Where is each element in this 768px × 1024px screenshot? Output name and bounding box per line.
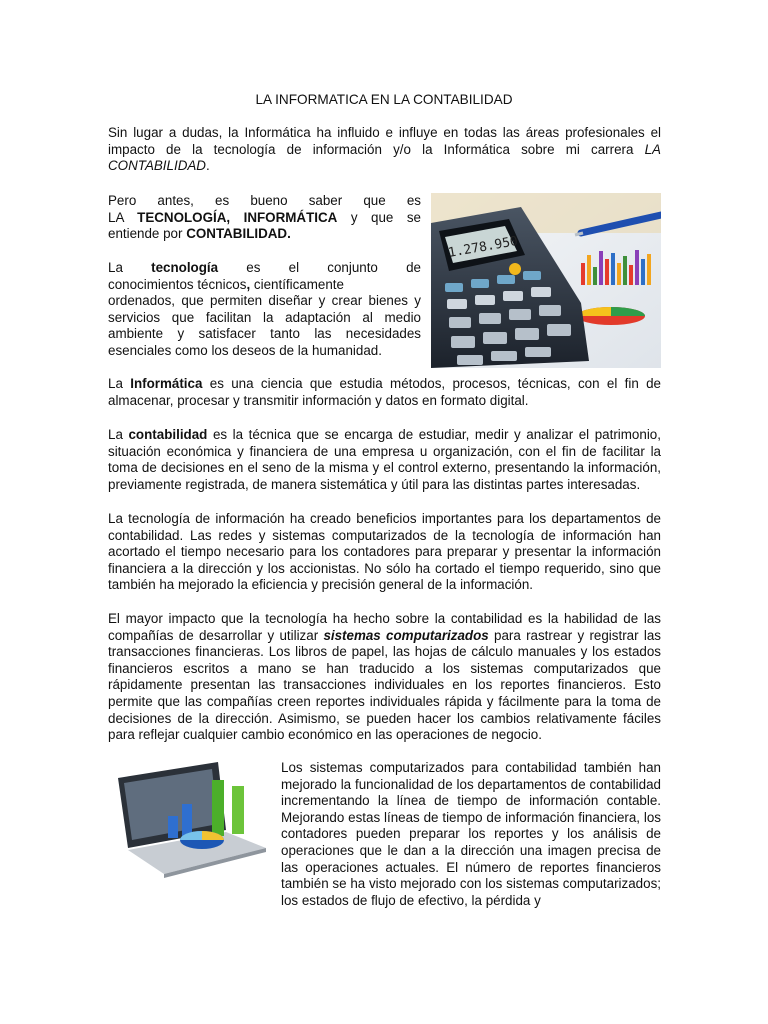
informatica-paragraph [108, 376, 661, 409]
intro-end: . [205, 158, 210, 174]
sistemas-paragraph: Los sistemas computarizados para contabilidad también han mejorado la funcionalidad de los departamentos de contabilidad incrementando la línea de tiempo de información contable. Mejorando estas líneas de tiempo de información financiera, los contadores pueden preparar los reportes y los análisis de operaciones que le dan a la dirección una imagen precisa de las operaciones actuales. El número de reportes financieros también se ha visto mejorado con los sistemas computarizados; los estados de flujo de efectivo, la pérdida y [281, 760, 661, 908]
tec-conocimientos: conocimientos técnicos [108, 276, 247, 292]
cont-bold: contabilidad [128, 427, 208, 442]
tec-cientificamente: científicamente [253, 276, 344, 292]
tec-line-2 [108, 277, 421, 294]
calculator-illustration [431, 193, 661, 368]
pero-yque: y que se [350, 209, 421, 225]
pero-bold-terms: TECNOLOGÍA, INFORMÁTICA [137, 209, 338, 225]
document-title: LA INFORMATICA EN LA CONTABILIDAD [255, 92, 513, 107]
cont-la: La [108, 427, 123, 442]
inf-bold: Informática [130, 376, 203, 391]
imp-text-c: para rastrear y registrar las transacciones financieras. Los libros de papel, las hojas de cálculo manuales y los estados financieros escritos a mano se han traducido a los sistemas computarizados que rápidamente presentan las transacciones individuales en los reportes financieros. Esto permite que las compañías creen reportes individuales rápida y fácilmente para la toma de decisiones de la dirección. Asimismo, se pueden hacer los cambios relativamente fáciles para reflejar cualquier cambio económico en las operaciones de negocio. [108, 627, 661, 743]
impacto-paragraph [108, 611, 661, 744]
imp-bold-italic: sistemas computarizados [323, 627, 489, 643]
pero-line-3 [108, 226, 421, 243]
cont-text: es la técnica que se encarga de estudiar, medir y analizar el patrimonio, situación económica y financiera de una empresa u organización, con el fin de facilitar la toma de decisiones en el seno de la misma y el control externo, presentando la información, previamente registrada, de manera sistemática y útil para las distintas partes interesadas. [108, 427, 661, 492]
tec-la: La [108, 260, 123, 275]
pero-line-2 [108, 210, 421, 227]
inf-text: es una ciencia que estudia métodos, procesos, técnicas, con el fin de almacenar, procesar y transmitir información y datos en formato digital. [108, 376, 661, 408]
pero-entiende: entiende por [108, 226, 183, 242]
tec-comma: , [246, 276, 251, 292]
intro-text: Sin lugar a dudas, la Informática ha influido e influye en todas las áreas profesionales el impacto de la tecnología de información y/o la Informática sobre mi carrera [108, 125, 661, 157]
pero-la: LA [108, 209, 124, 225]
laptop-chart-image [108, 758, 268, 878]
beneficios-paragraph: La tecnología de información ha creado beneficios importantes para los departamentos de contabilidad. Las redes y sistemas computarizados de la tecnología de información han acortado el tiempo necesario para los contadores para preparar y presentar la información financiera a la dirección y los accionistas. No sólo ha cortado el tiempo requerido, sino que también ha mejorado la eficiencia y precisión general de la información. [108, 511, 661, 593]
tec-bold: tecnología [151, 260, 219, 275]
calculator-image [431, 193, 661, 368]
tecnologia-paragraph [108, 260, 421, 360]
calculator-display: 1.278.950 [447, 233, 520, 261]
tec-conjunto: es el conjunto de [246, 260, 421, 275]
inf-la: La [108, 376, 123, 391]
laptop-chart-illustration [108, 758, 268, 878]
tec-line-1 [108, 260, 421, 277]
tec-rest: ordenados, que permiten diseñar y crear bienes y servicios que facilitan la adaptación al medio ambiente y satisfacer tanto las necesidades esenciales como los deseos de la humanidad. [108, 293, 421, 358]
contabilidad-paragraph [108, 427, 661, 493]
imp-text-a: El mayor impacto que la tecnología ha hecho sobre la contabilidad es la habilidad de las compañías de desarrollar y utilizar [108, 611, 661, 643]
pero-line-1: Pero antes, es bueno saber que es [108, 193, 421, 208]
intro-italic: LA CONTABILIDAD [108, 141, 661, 174]
intro-paragraph [108, 125, 661, 175]
pero-paragraph [108, 193, 421, 243]
pero-contabilidad: CONTABILIDAD. [186, 226, 291, 242]
